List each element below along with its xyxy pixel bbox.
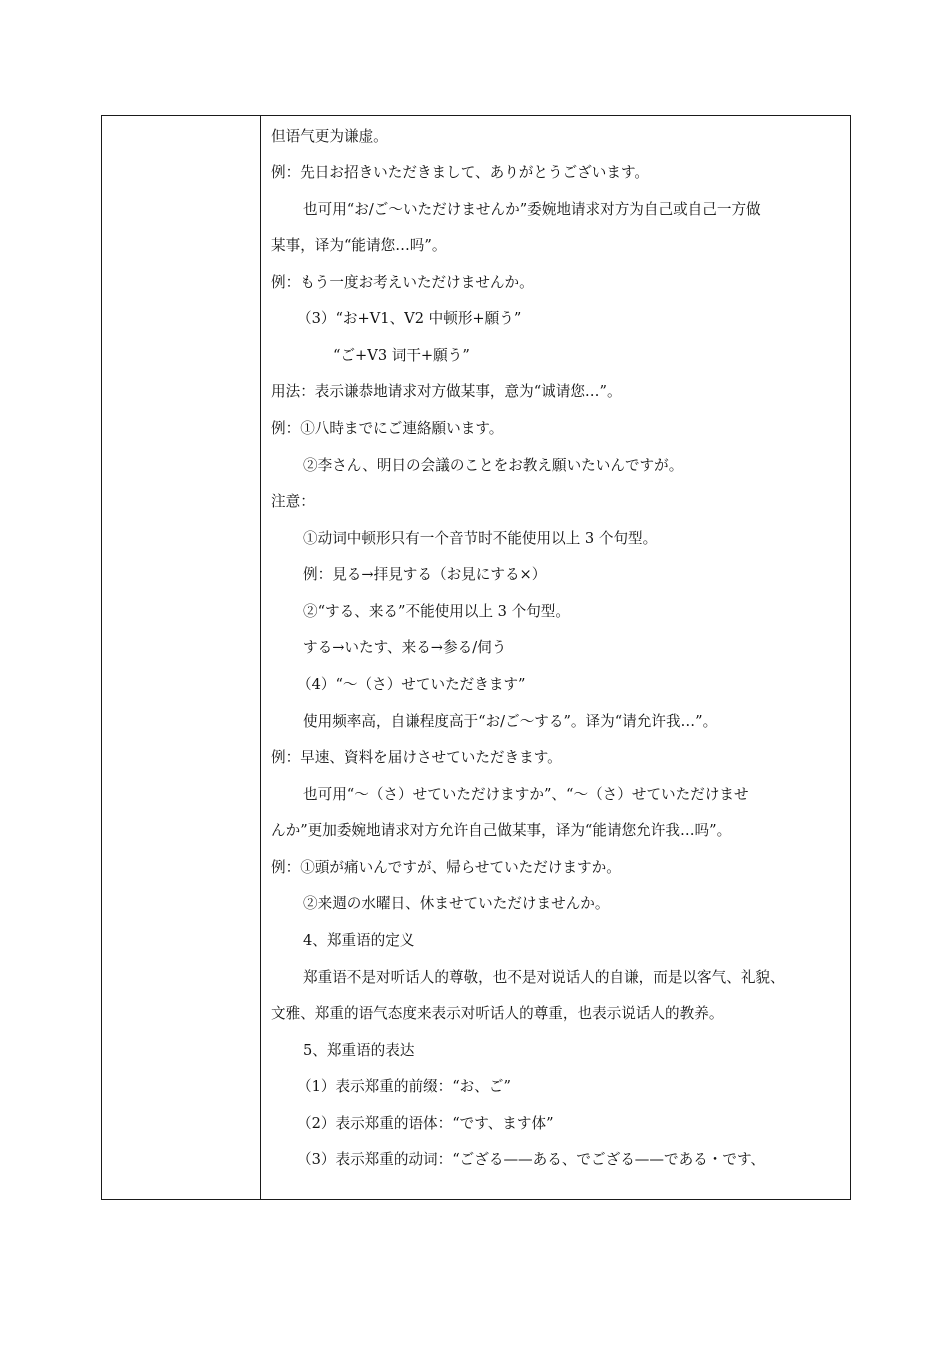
text-line: 也可用“お/ご～いただけませんか”委婉地请求对方为自己或自己一方做 (303, 201, 761, 218)
text-line: 例：もう一度お考えいただけませんか。 (271, 274, 534, 291)
text-line: 例：①頭が痛いんですが、帰らせていただけますか。 (271, 859, 621, 876)
text-line: 某事，译为“能请您…吗”。 (271, 237, 447, 254)
text-line: （3）“お+V1、V2 中顿形+願う” (297, 310, 522, 327)
text-line: 用法：表示谦恭地请求对方做某事，意为“诚请您…”。 (271, 383, 622, 400)
text-line: 注意： (271, 493, 315, 510)
text-line: 但语气更为谦虚。 (271, 128, 388, 145)
text-line: 4、郑重语的定义 (303, 932, 415, 949)
text-line: （2）表示郑重的语体：“です、ます体” (297, 1115, 554, 1132)
text-line: 使用频率高，自谦程度高于“お/ご～する”。译为“请允许我…”。 (303, 713, 718, 730)
text-line: 例：早速、資料を届けさせていただきます。 (271, 749, 562, 766)
text-line: 例：先日お招きいただきまして、ありがとうございます。 (271, 164, 649, 181)
text-line: 文雅、郑重的语气态度来表示对听话人的尊重，也表示说话人的教养。 (271, 1005, 724, 1022)
text-line: ②来週の水曜日、休ませていただけませんか。 (303, 895, 610, 912)
text-line: する→いたす、来る→参る/伺う (303, 639, 507, 656)
text-line: （1）表示郑重的前缀：“お、ご” (297, 1078, 511, 1095)
text-line: ①动词中顿形只有一个音节时不能使用以上 3 个句型。 (303, 530, 658, 547)
text-line: （3）表示郑重的动词：“ござる——ある、でござる——である・です、 (297, 1151, 765, 1168)
text-line: 例：見る→拝見する（お見にする×） (303, 566, 547, 583)
text-line: んか”更加委婉地请求对方允许自己做某事，译为“能请您允许我…吗”。 (271, 822, 732, 839)
content-table (101, 115, 851, 1200)
text-line: 也可用“～（さ）せていただけますか”、“～（さ）せていただけませ (303, 786, 749, 803)
text-line: ②“する、来る”不能使用以上 3 个句型。 (303, 603, 570, 620)
text-line: ②李さん、明日の会議のことをお教え願いたいんですが。 (303, 457, 684, 474)
table-left-column (102, 116, 261, 1199)
table-right-column (261, 116, 850, 1199)
text-line: 郑重语不是对听话人的尊敬，也不是对说话人的自谦，而是以客气、礼貌、 (303, 969, 785, 986)
text-line: “ご+V3 词干+願う” (333, 347, 470, 364)
text-line: （4）“～（さ）せていただきます” (297, 676, 526, 693)
text-line: 例：①八時までにご連絡願います。 (271, 420, 504, 437)
text-line: 5、郑重语的表达 (303, 1042, 415, 1059)
